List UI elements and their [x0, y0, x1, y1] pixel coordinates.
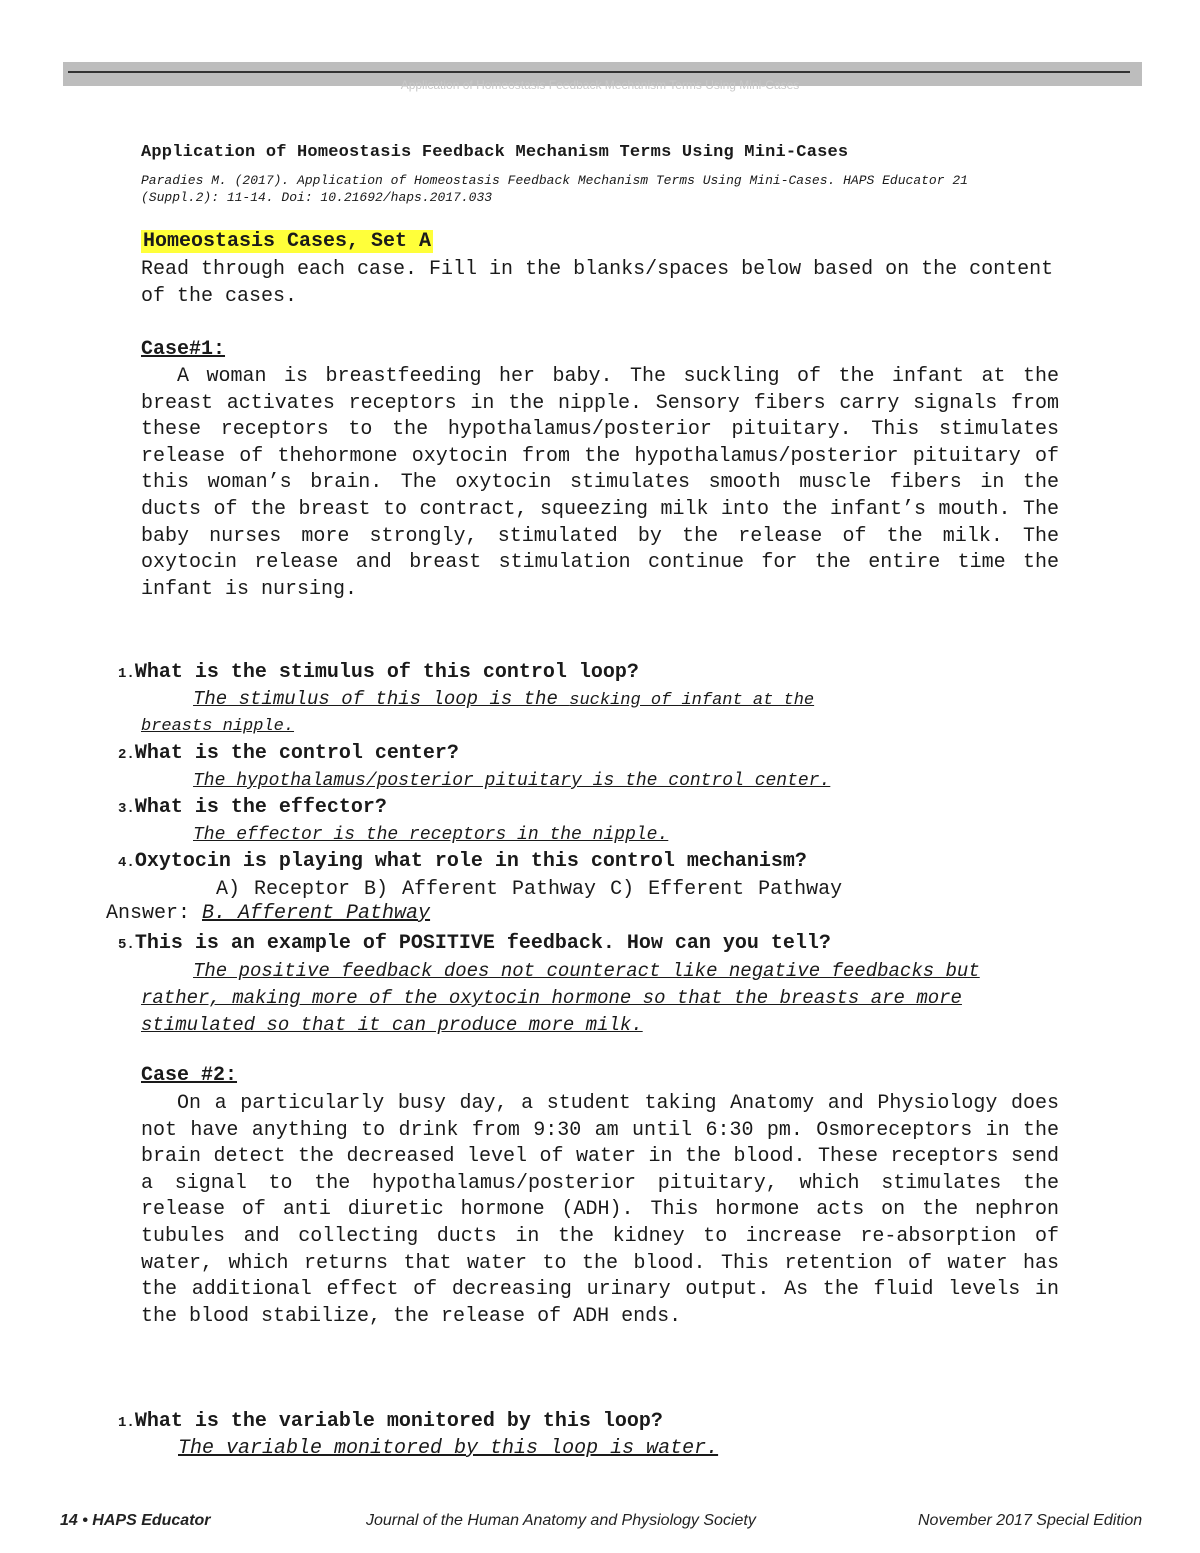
- set-heading: Homeostasis Cases, Set A: [143, 230, 432, 253]
- question-text: Oxytocin is playing what role in this control mechanism?: [134, 850, 807, 873]
- footer-journal: Journal of the Human Anatomy and Physiology Society: [366, 1512, 756, 1529]
- case1-answer-5: The positive feedback does not counteract like negative feedbacks but rather, making more of the oxytocin hormone so that the breasts are more stimulated so that it can produce more milk.: [141, 960, 980, 1036]
- case1-answer-3: The effector is the receptors in the nipple.: [193, 825, 669, 845]
- case1-text: A woman is breastfeeding her baby. The suckling of the infant at the breast activates receptors in the nipple. Sensory fibers carry signals from these receptors to the hypothalamus/posterior pituitary. This stimulates release of thehormone oxytocin from the hypothalamus/posterior pituitary of this woman’s brain. The oxytocin stimulates smooth muscle fibers in the ducts of the breast to contract, squeezing milk into the infant’s mouth. The baby nurses more strongly, stimulated by the release of the milk. The oxytocin release and breast stimulation continue for the entire time the infant is nursing.: [141, 365, 1059, 601]
- case1-answer-1-line1: [193, 688, 814, 710]
- case1-answer-4: [106, 902, 430, 925]
- footer-edition: November 2017 Special Edition: [918, 1512, 1143, 1529]
- case1-options-4: A) Receptor B) Afferent Pathway C) Efferent Pathway: [216, 878, 843, 901]
- question-text: This is an example of POSITIVE feedback. How can you tell?: [134, 932, 831, 955]
- case2-question-1: [118, 1410, 663, 1433]
- answer-text-small: sucking of infant at the: [569, 691, 815, 710]
- question-number: 3.: [118, 801, 135, 817]
- case2-heading: Case #2:: [141, 1064, 238, 1087]
- header-rule: [68, 71, 1130, 73]
- question-number: 5.: [118, 937, 135, 953]
- document-title: Application of Homeostasis Feedback Mechanism Terms Using Mini-Cases: [141, 143, 849, 162]
- question-text: What is the effector?: [134, 796, 387, 819]
- case2-answer-1: The variable monitored by this loop is water.: [178, 1437, 719, 1460]
- question-number: 2.: [118, 747, 135, 763]
- case1-question-3: [118, 796, 387, 819]
- intro-text: Read through each case. Fill in the blanks/spaces below based on the content of the cases.: [141, 258, 1054, 308]
- answer-text: The stimulus of this loop is the: [193, 688, 570, 710]
- question-number: 1.: [118, 1415, 135, 1431]
- case1-answer-1-line2: breasts nipple.: [141, 717, 295, 736]
- answer-label: Answer:: [106, 902, 203, 925]
- footer-page-info: 14 • HAPS Educator: [60, 1512, 211, 1529]
- case1-question-1: [118, 661, 639, 684]
- case1-heading: Case#1:: [141, 338, 226, 361]
- citation: Paradies M. (2017). Application of Homeostasis Feedback Mechanism Terms Using Mini-Cases. HAPS Educator 21 (Suppl.2): 11-14. Doi: 10.21692/haps.2017.033: [141, 173, 968, 205]
- question-number: 1.: [118, 666, 135, 682]
- case1-question-5: [118, 932, 831, 955]
- case1-answer-2: The hypothalamus/posterior pituitary is the control center.: [193, 771, 831, 791]
- case1-question-4: [118, 850, 807, 873]
- running-header: Application of Homeostasis Feedback Mechanism Terms Using Mini-Cases: [400, 78, 800, 92]
- question-text: What is the stimulus of this control loop?: [134, 661, 639, 684]
- question-text: What is the control center?: [134, 742, 459, 765]
- question-text: What is the variable monitored by this loop?: [134, 1410, 663, 1433]
- case1-question-2: [118, 742, 459, 765]
- answer-text: B. Afferent Pathway: [202, 902, 431, 925]
- question-number: 4.: [118, 855, 135, 871]
- case2-text: On a particularly busy day, a student taking Anatomy and Physiology does not have anything to drink from 9:30 am until 6:30 pm. Osmoreceptors in the brain detect the decreased level of water in the blood. These receptors send a signal to the hypothalamus/posterior pituitary, which stimulates the release of anti diuretic hormone (ADH). This hormone acts on the nephron tubules and collecting ducts in the kidney to increase re-absorption of water, which returns that water to the blood. This retention of water has the additional effect of decreasing urinary output. As the fluid levels in the blood stabilize, the release of ADH ends.: [141, 1092, 1059, 1328]
